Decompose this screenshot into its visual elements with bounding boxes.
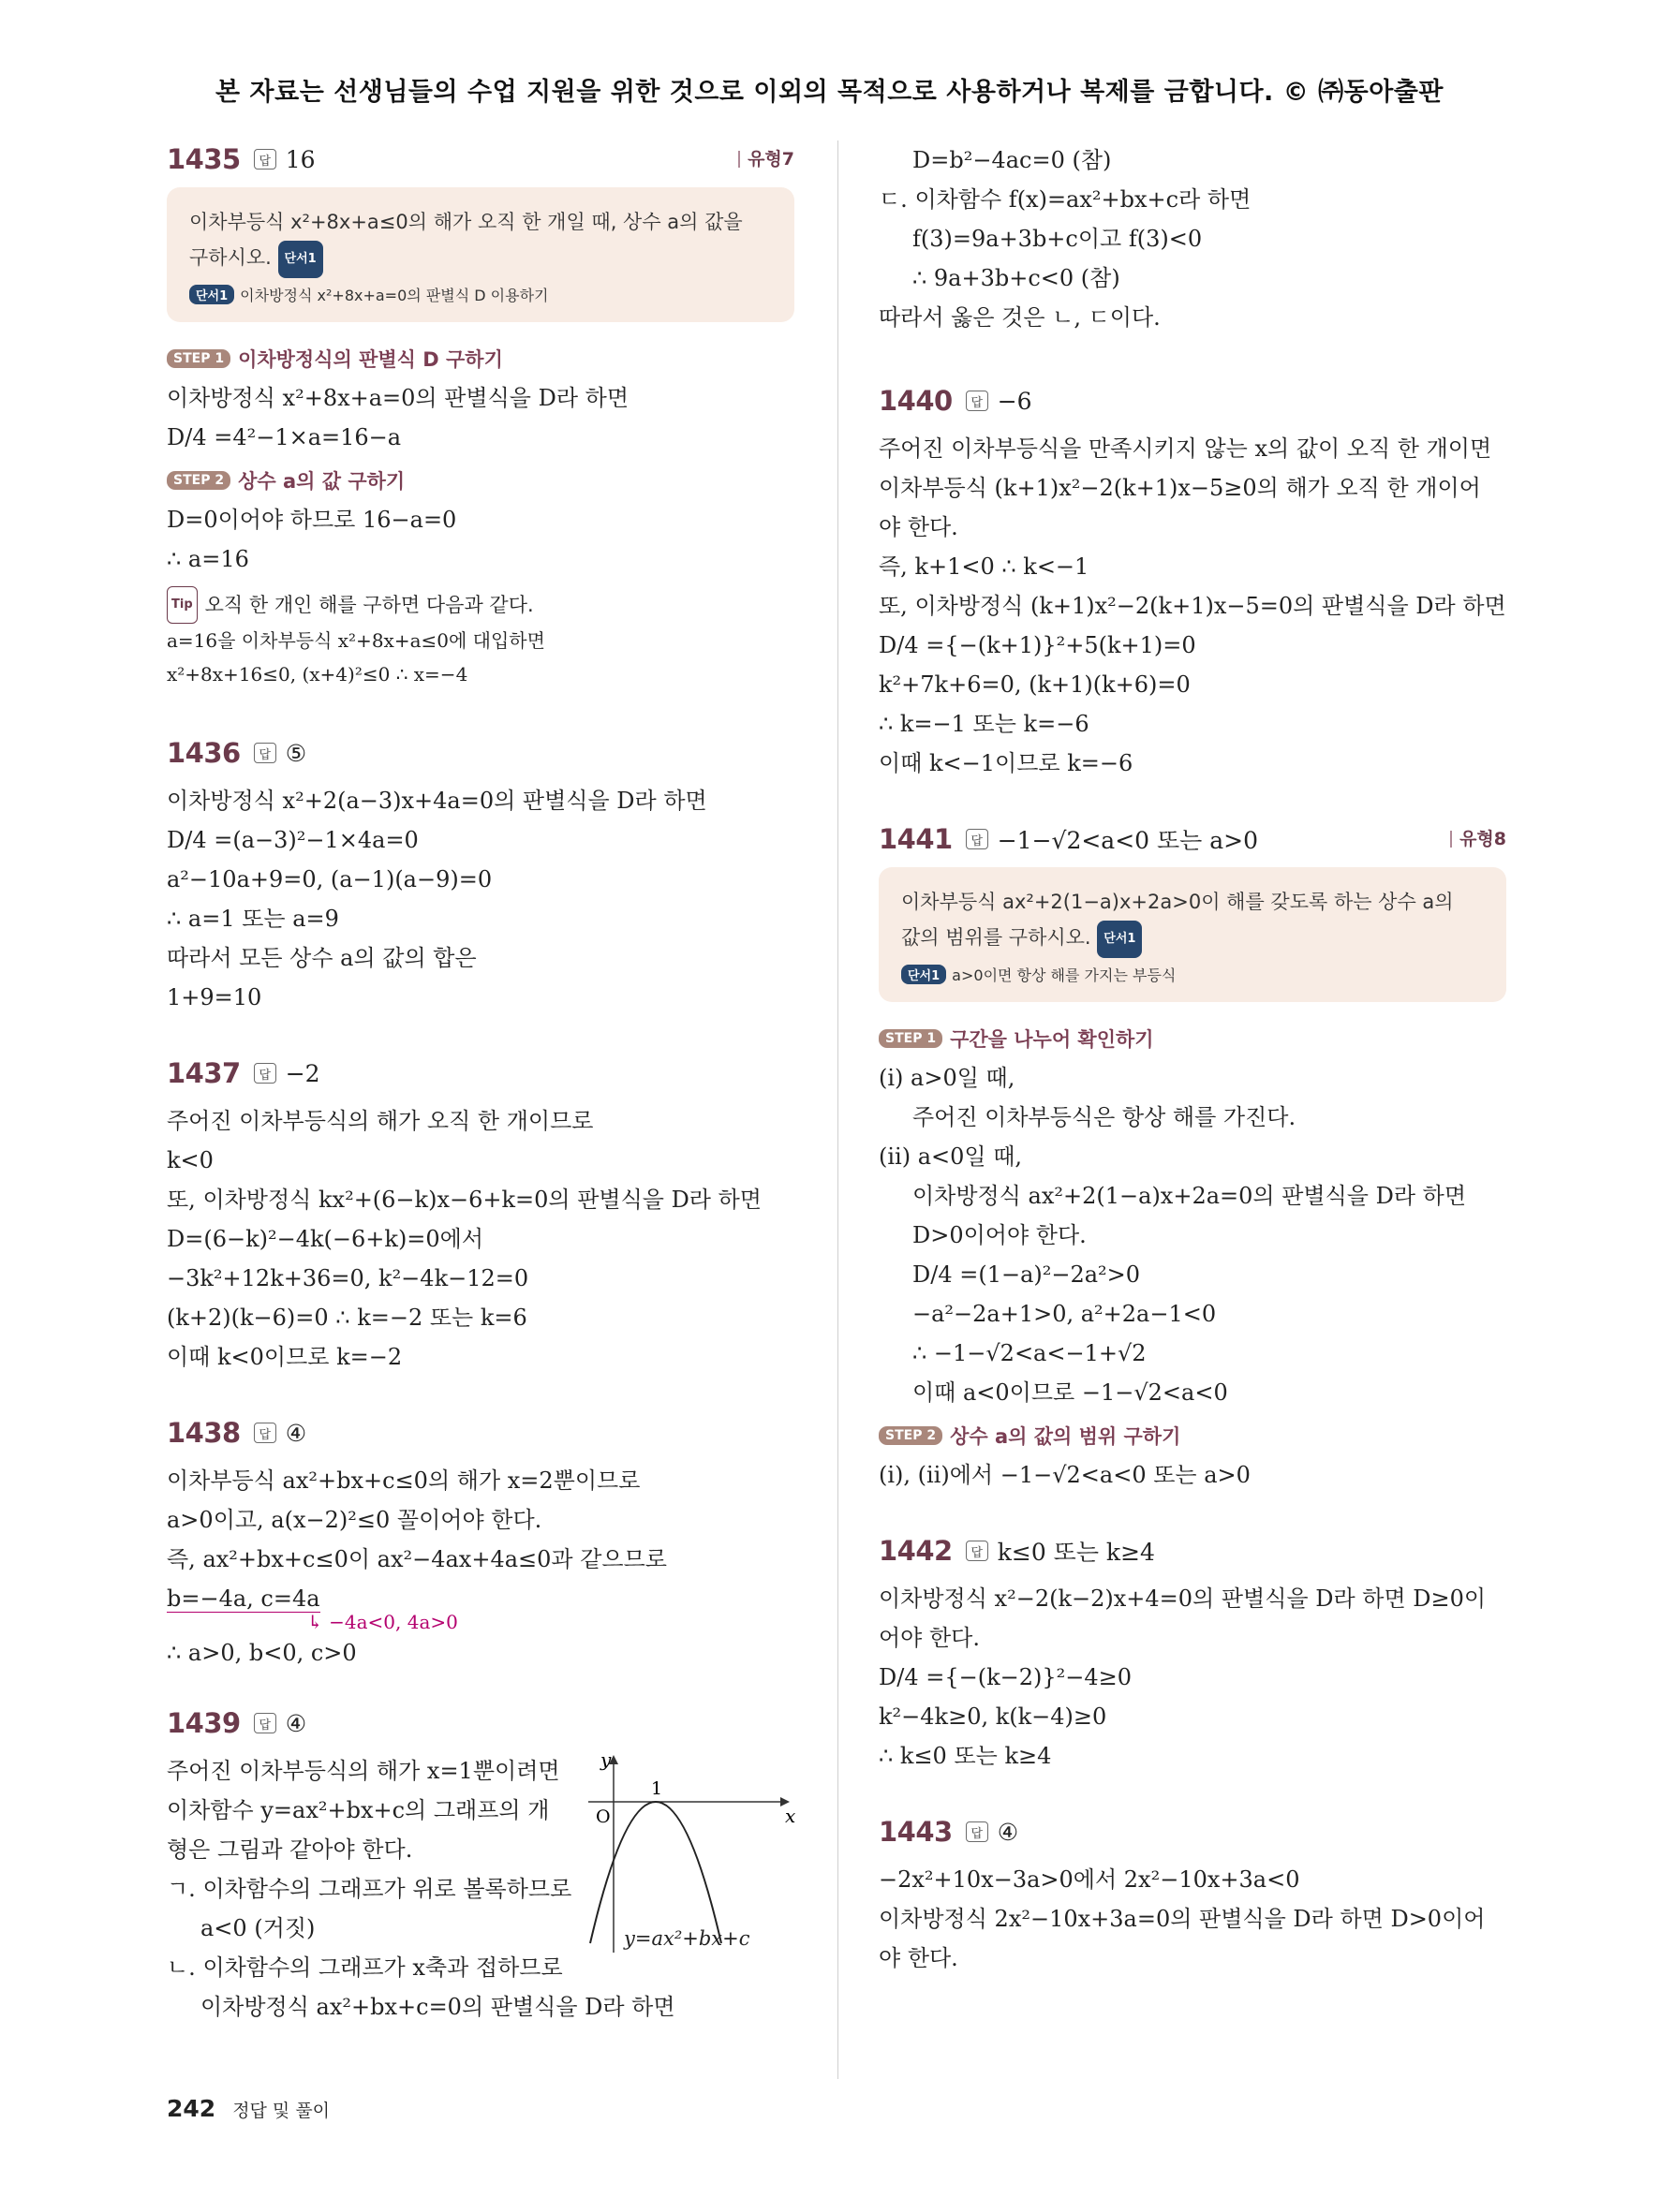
question-box: [167, 187, 794, 322]
question-line: 이차부등식 ax²+2(1−a)x+2a>0이 해를 갖도록 하는 상수 a의: [901, 891, 1454, 913]
solution-line: (ⅰ) a>0일 때,: [879, 1065, 1015, 1091]
solution-line: 즉, ax²+bx+c≤0이 ax²−4ax+4a≤0과 같으므로: [167, 1546, 667, 1572]
tip: [167, 586, 794, 624]
problem-number: 1435: [167, 143, 241, 175]
annotation-note: ↳ −4a<0, 4a>0: [307, 1611, 458, 1633]
answer: −6: [997, 387, 1032, 415]
tip-line: a=16을 이차부등식 x²+8x+a≤0에 대입하면: [167, 629, 545, 652]
y-axis-label: y: [600, 1751, 612, 1771]
solution-line: −3k²+12k+36=0, k²−4k−12=0: [167, 1265, 529, 1291]
hint-tag: 단서1: [1097, 921, 1142, 958]
step-header: [879, 1422, 1506, 1450]
problem-1439: [167, 1704, 794, 2027]
step-title: 상수 a의 값의 범위 구하기: [950, 1425, 1181, 1448]
solution-line: D>0이어야 한다.: [912, 1222, 1087, 1248]
footer-label: 정답 및 풀이: [232, 2101, 331, 2121]
hint-text: 이차방정식 x²+8x+a=0의 판별식 D 이용하기: [240, 287, 549, 304]
right-column: [879, 140, 1506, 1978]
hint-text: a>0이면 항상 해를 가지는 부등식: [952, 966, 1177, 984]
solution-line: −2x²+10x−3a>0에서 2x²−10x+3a<0: [879, 1866, 1300, 1893]
step-badge: STEP 2: [879, 1426, 942, 1445]
tip-title: 오직 한 개인 해를 구하면 다음과 같다.: [204, 594, 534, 616]
origin-label: O: [596, 1806, 611, 1827]
x-axis-label: x: [785, 1805, 796, 1827]
question-line: 값의 범위를 구하시오. 단서1: [901, 920, 1486, 960]
problem-number: 1439: [167, 1707, 241, 1739]
problem-number: 1438: [167, 1417, 241, 1449]
solution-line: 따라서 옳은 것은 ㄴ, ㄷ이다.: [879, 304, 1161, 331]
parabola-graph: [588, 1751, 804, 1961]
solution-line: 주어진 이차부등식의 해가 x=1뿐이려면: [167, 1758, 560, 1784]
solution-line: 야 한다.: [879, 1945, 958, 1971]
problem-1437: [167, 1054, 794, 1377]
solution-line: D/4 =(1−a)²−2a²>0: [912, 1261, 1141, 1288]
answer: ⑤: [285, 739, 307, 767]
problem-1439-continued: [879, 140, 1506, 337]
problem-number: 1443: [879, 1816, 953, 1848]
answer: ④: [997, 1818, 1019, 1846]
problem-1442: [879, 1532, 1506, 1776]
solution-line: 이차방정식 x²+2(a−3)x+4a=0의 판별식을 D라 하면: [167, 788, 707, 814]
dap-icon: 답: [254, 149, 276, 170]
tip-badge: Tip: [167, 586, 198, 624]
solution-line: 이차방정식 ax²+2(1−a)x+2a=0의 판별식을 D라 하면: [912, 1183, 1467, 1209]
solution-line: ∴ 9a+3b+c<0 (참): [912, 265, 1120, 291]
solution-line: 이차방정식 2x²−10x+3a=0의 판별식을 D라 하면 D>0이어: [879, 1906, 1486, 1932]
underlined-expression: b=−4a, c=4a: [167, 1585, 320, 1612]
solution-line: −a²−2a+1>0, a²+2a−1<0: [912, 1301, 1217, 1327]
solution-line: D/4 ={−(k−2)}²−4≥0: [879, 1664, 1133, 1690]
vertex-label: 1: [651, 1778, 663, 1799]
solution-line: a>0이고, a(x−2)²≤0 꼴이어야 한다.: [167, 1507, 542, 1533]
problem-1435: [167, 140, 794, 691]
solution-line: 이때 k<0이므로 k=−2: [167, 1344, 403, 1370]
answer: k≤0 또는 k≥4: [997, 1539, 1155, 1566]
step-badge: STEP 1: [879, 1029, 942, 1048]
problem-number: 1436: [167, 737, 241, 769]
solution-line: ㄴ. 이차함수의 그래프가 x축과 접하므로: [167, 1954, 563, 1981]
solution-line: ∴ a=16: [167, 546, 249, 572]
copyright-notice: 본 자료는 선생님들의 수업 지원을 위한 것으로 이외의 목적으로 사용하거나 복제를 금합니다. © ㈜동아출판: [215, 78, 1444, 107]
solution-line: D=(6−k)²−4k(−6+k)=0에서: [167, 1226, 484, 1252]
solution-line: 형은 그림과 같아야 한다.: [167, 1836, 413, 1863]
problem-1441: [879, 820, 1506, 1495]
solution-line: D/4 ={−(k+1)}²+5(k+1)=0: [879, 632, 1196, 658]
hint: [189, 284, 774, 305]
solution-line: ∴ a=1 또는 a=9: [167, 906, 339, 932]
step-title: 구간을 나누어 확인하기: [950, 1028, 1154, 1051]
solution-line: ㄷ. 이차함수 f(x)=ax²+bx+c라 하면: [879, 186, 1252, 213]
step-header: [167, 466, 794, 494]
column-divider: [837, 140, 838, 2079]
solution-line: k²−4k≥0, k(k−4)≥0: [879, 1703, 1107, 1730]
solution-line: 이차방정식 ax²+bx+c=0의 판별식을 D라 하면: [200, 1994, 675, 2020]
dap-icon: 답: [254, 743, 276, 763]
solution-line: f(3)=9a+3b+c이고 f(3)<0: [912, 226, 1203, 252]
answer: ④: [285, 1709, 307, 1737]
step-header: [167, 345, 794, 373]
solution-line: 이때 a<0이므로 −1−√2<a<0: [912, 1379, 1228, 1406]
solution-line: ∴ k≤0 또는 k≥4: [879, 1743, 1052, 1769]
hint: [901, 964, 1486, 985]
solution-line: 이때 k<−1이므로 k=−6: [879, 750, 1133, 776]
question-box: [879, 867, 1506, 1002]
solution-line: 또, 이차방정식 kx²+(6−k)x−6+k=0의 판별식을 D라 하면: [167, 1187, 762, 1213]
dap-icon: 답: [966, 1821, 988, 1842]
solution-line: a²−10a+9=0, (a−1)(a−9)=0: [167, 866, 493, 892]
dap-icon: 답: [254, 1423, 276, 1443]
question-line: 이차부등식 x²+8x+a≤0의 해가 오직 한 개일 때, 상수 a의 값을: [189, 211, 743, 233]
solution-line: ∴ −1−√2<a<−1+√2: [912, 1340, 1147, 1366]
solution-line: 이차방정식 x²−2(k−2)x+4=0의 판별식을 D라 하면 D≥0이: [879, 1585, 1487, 1612]
problem-1440: [879, 382, 1506, 783]
solution-line: (k+2)(k−6)=0 ∴ k=−2 또는 k=6: [167, 1305, 527, 1331]
solution-line: 이차함수 y=ax²+bx+c의 그래프의 개: [167, 1797, 550, 1823]
curve-label: y=ax²+bx+c: [624, 1927, 750, 1950]
question-line: 구하시오. 단서1: [189, 240, 774, 280]
solution-line: 이차부등식 (k+1)x²−2(k+1)x−5≥0의 해가 오직 한 개이어: [879, 475, 1481, 501]
solution-line: a<0 (거짓): [200, 1915, 316, 1941]
problem-1436: [167, 734, 794, 1017]
dap-icon: 답: [254, 1713, 276, 1733]
solution-line: D/4 =4²−1×a=16−a: [167, 424, 402, 450]
solution-line: 또, 이차방정식 (k+1)x²−2(k+1)x−5=0의 판별식을 D라 하면: [879, 593, 1506, 619]
type-tag: 유형7: [738, 151, 794, 168]
problem-number: 1442: [879, 1535, 953, 1567]
solution-line: ∴ k=−1 또는 k=−6: [879, 711, 1089, 737]
solution-line: k<0: [167, 1147, 214, 1173]
solution-line: 이차방정식 x²+8x+a=0의 판별식을 D라 하면: [167, 385, 630, 411]
solution-line: 즉, k+1<0 ∴ k<−1: [879, 553, 1089, 580]
page-footer: [167, 2095, 330, 2122]
step-badge: STEP 2: [167, 471, 230, 490]
hint-tag: 단서1: [189, 285, 234, 304]
answer: −2: [285, 1059, 320, 1087]
type-tag: 유형8: [1450, 831, 1506, 848]
solution-line: D=0이어야 하므로 16−a=0: [167, 507, 457, 533]
step-title: 이차방정식의 판별식 D 구하기: [238, 348, 503, 371]
solution-line: 주어진 이차부등식을 만족시키지 않는 x의 값이 오직 한 개이면: [879, 435, 1492, 462]
problem-number: 1437: [167, 1057, 241, 1089]
solution-line: k²+7k+6=0, (k+1)(k+6)=0: [879, 671, 1191, 698]
answer: ④: [285, 1419, 307, 1447]
problem-1443: [879, 1813, 1506, 1978]
dap-icon: 답: [966, 391, 988, 411]
answer: 16: [285, 145, 316, 173]
annotation-text: −4a<0, 4a>0: [329, 1611, 458, 1633]
solution-line: 따라서 모든 상수 a의 값의 합은: [167, 945, 477, 971]
solution-line: (ⅰ), (ⅱ)에서 −1−√2<a<0 또는 a>0: [879, 1462, 1251, 1488]
solution-line: D=b²−4ac=0 (참): [912, 147, 1112, 173]
solution-line: D/4 =(a−3)²−1×4a=0: [167, 827, 419, 853]
left-column: [167, 140, 794, 2027]
step-badge: STEP 1: [167, 349, 230, 368]
step-header: [879, 1025, 1506, 1053]
solution-line: 주어진 이차부등식의 해가 오직 한 개이므로: [167, 1108, 594, 1134]
solution-line: 이차부등식 ax²+bx+c≤0의 해가 x=2뿐이므로: [167, 1467, 641, 1494]
hint-tag: 단서1: [278, 241, 323, 278]
dap-icon: 답: [254, 1063, 276, 1084]
problem-1438: [167, 1414, 794, 1673]
page-number: 242: [167, 2095, 216, 2122]
solution-line: 주어진 이차부등식은 항상 해를 가진다.: [912, 1104, 1296, 1130]
solution-line: ∴ a>0, b<0, c>0: [167, 1640, 357, 1666]
solution-line: ㄱ. 이차함수의 그래프가 위로 볼록하므로: [167, 1876, 572, 1902]
tip-line: x²+8x+16≤0, (x+4)²≤0 ∴ x=−4: [167, 663, 468, 686]
parabola-graph-svg: [588, 1751, 804, 1957]
solution-line: 어야 한다.: [879, 1625, 980, 1651]
problem-number: 1440: [879, 385, 953, 417]
answer: −1−√2<a<0 또는 a>0: [997, 827, 1259, 854]
problem-number: 1441: [879, 823, 953, 855]
step-title: 상수 a의 값 구하기: [238, 470, 406, 493]
dap-icon: 답: [966, 1541, 988, 1561]
dap-icon: 답: [966, 829, 988, 849]
solution-line: 야 한다.: [879, 514, 958, 540]
solution-line: 1+9=10: [167, 984, 262, 1010]
solution-line: (ⅱ) a<0일 때,: [879, 1143, 1023, 1170]
hint-tag: 단서1: [901, 965, 946, 984]
